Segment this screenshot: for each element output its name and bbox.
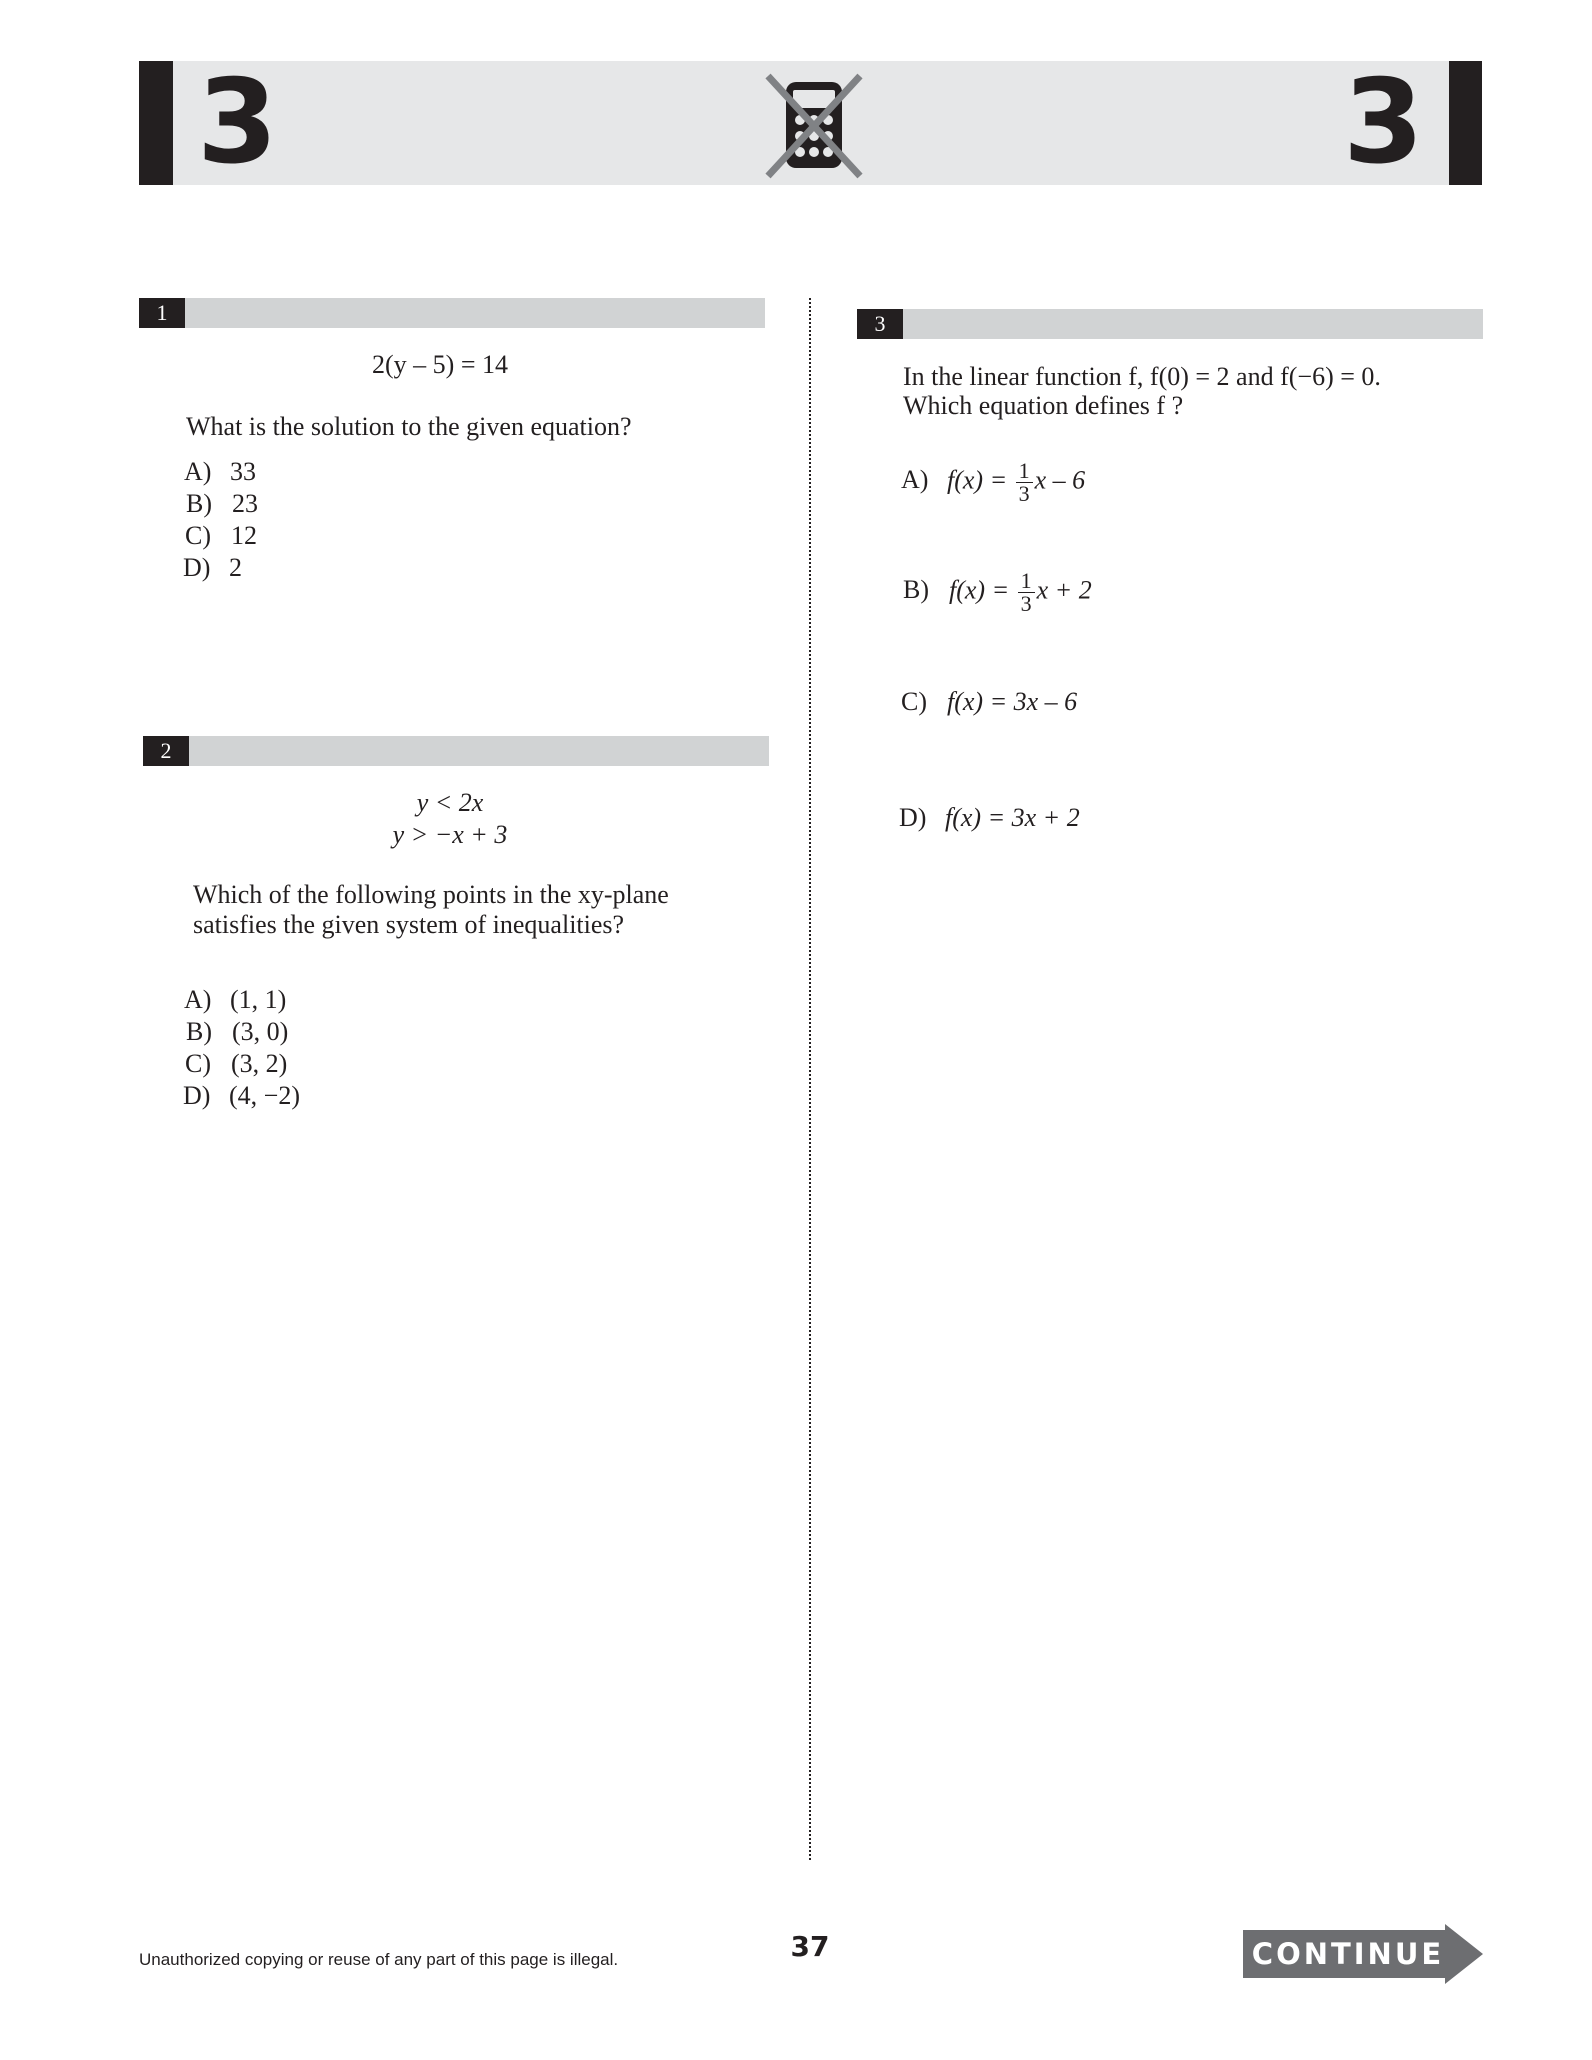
- question-3-bar: [857, 309, 1483, 339]
- header-bar-right: [1449, 61, 1482, 185]
- choice-text: f(x) = 3x + 2: [945, 803, 1080, 832]
- fraction: [1018, 570, 1035, 615]
- choice-letter: A): [901, 465, 929, 495]
- question-1-equation: 2(y – 5) = 14: [372, 350, 508, 379]
- choice-text: (3, 0): [232, 1017, 289, 1046]
- question-3-prompt-line-2: Which equation defines f ?: [903, 391, 1184, 420]
- choice-letter: A): [184, 985, 212, 1014]
- choice-text: 23: [232, 489, 258, 518]
- section-number-left: 3: [197, 55, 278, 190]
- choice-letter: D): [183, 1081, 211, 1110]
- choice-letter: C): [901, 687, 927, 716]
- question-2-prompt-line-2: satisfies the given system of inequalities?: [193, 910, 625, 939]
- question-1-choice-c[interactable]: [185, 520, 257, 552]
- choice-letter: D): [899, 803, 927, 832]
- no-calculator-icon: [760, 72, 868, 180]
- question-1-choice-b[interactable]: [186, 488, 258, 520]
- question-2-choice-b[interactable]: [186, 1016, 288, 1048]
- question-2-bar: [143, 736, 769, 766]
- choice-letter: B): [903, 575, 929, 605]
- column-divider: [809, 298, 811, 1860]
- question-2-inequality-1: y < 2x: [416, 788, 484, 817]
- fraction-denominator: 3: [1020, 591, 1032, 616]
- question-1-choice-a[interactable]: [184, 456, 256, 488]
- fraction-numerator: 1: [1016, 460, 1033, 483]
- choice-text: (4, −2): [229, 1081, 300, 1110]
- question-1-choice-d[interactable]: [183, 552, 242, 584]
- section-number-right: 3: [1343, 55, 1424, 190]
- choice-letter: C): [185, 1049, 211, 1078]
- question-2-choice-c[interactable]: [185, 1048, 287, 1080]
- choice-text: (1, 1): [230, 985, 287, 1014]
- choice-text: (3, 2): [231, 1049, 288, 1078]
- question-3-choice-a[interactable]: [901, 460, 1085, 505]
- question-2-prompt-line-1: Which of the following points in the xy-plane: [193, 880, 669, 909]
- choice-text: 2: [229, 553, 242, 582]
- choice-letter: A): [184, 457, 212, 486]
- choice-text: 12: [231, 521, 257, 550]
- choice-rhs: x – 6: [1034, 465, 1086, 495]
- question-3-choice-c[interactable]: [901, 686, 1077, 718]
- choice-text: 33: [230, 457, 256, 486]
- header-bar-left: [139, 61, 173, 185]
- question-2-number: 2: [143, 736, 189, 766]
- choice-lhs: f(x) =: [949, 575, 1010, 605]
- question-2-inequality-2: y > −x + 3: [392, 820, 508, 849]
- question-1-bar: [139, 298, 765, 328]
- choice-letter: B): [186, 1017, 212, 1046]
- fraction-numerator: 1: [1018, 570, 1035, 593]
- question-3-number: 3: [857, 309, 903, 339]
- page-number: 37: [790, 1930, 830, 1963]
- choice-text: f(x) = 3x – 6: [947, 687, 1078, 716]
- question-3-prompt-line-1: In the linear function f, f(0) = 2 and f(−6) = 0.: [903, 362, 1381, 391]
- choice-letter: B): [186, 489, 212, 518]
- copyright-notice: Unauthorized copying or reuse of any part of this page is illegal.: [139, 1950, 619, 1969]
- fraction: [1016, 460, 1033, 505]
- choice-letter: C): [185, 521, 211, 550]
- question-2-choice-d[interactable]: [183, 1080, 300, 1112]
- choice-lhs: f(x) =: [947, 465, 1008, 495]
- choice-letter: D): [183, 553, 211, 582]
- question-3-choice-d[interactable]: [899, 802, 1080, 834]
- choice-rhs: x + 2: [1036, 575, 1092, 605]
- question-2-choice-a[interactable]: [184, 984, 286, 1016]
- question-3-choice-b[interactable]: [903, 570, 1092, 615]
- fraction-denominator: 3: [1018, 481, 1030, 506]
- question-1-number: 1: [139, 298, 185, 328]
- question-1-prompt: What is the solution to the given equation?: [186, 412, 632, 441]
- continue-button-label[interactable]: CONTINUE: [1251, 1937, 1445, 1971]
